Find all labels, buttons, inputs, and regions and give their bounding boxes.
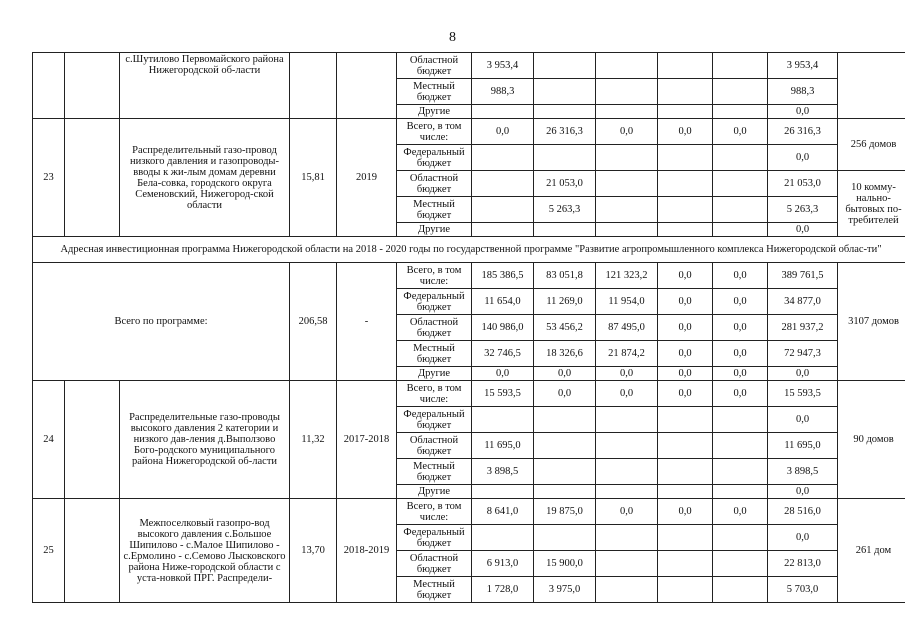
result: 256 домов: [838, 119, 905, 171]
project-description: Межпоселковый газопро-вод высокого давления с.Большое Шипилово - с.Малое Шипилово - с.Ермолино - с.Семово Лысковского района Ниже-городской области с уста-новкой ПРГ. Распредели-: [120, 499, 290, 603]
table-row: Федеральный бюджет 0,0: [33, 525, 905, 551]
table-row: Федеральный бюджет 0,0: [33, 145, 905, 171]
length: 11,32: [290, 381, 337, 499]
table-row: [33, 237, 905, 263]
table-row: Местный бюджет 1 728,0 3 975,0 5 703,0: [33, 577, 905, 603]
table-row: Областной бюджет 140 986,0 53 456,2 87 495,0 0,0 0,0 281 937,2: [33, 315, 905, 341]
program-total-label: Всего по программе:: [33, 263, 290, 381]
project-description: с.Шутилово Первомайского района Нижегородской об-ласти: [120, 53, 290, 119]
page-number: 8: [449, 30, 456, 45]
table-row: Другие 0,0: [33, 105, 905, 119]
table-row: 24 Распределительные газо-проводы высокого давления 2 категории и низкого дав-ления д.Выползово Бого-родского муниципального района Нижегородской об-ласти 11,32 2017-2018 Всего, в том числе: 15 593,5 0,0 0,0 0,0 0,0 15 593,5 90 домов: [33, 381, 905, 407]
table-row: Областной бюджет 21 053,0 21 053,0 10 комму-нально-бытовых по-требителей: [33, 171, 905, 197]
table-row: Местный бюджет 988,3 988,3: [33, 79, 905, 105]
table-row: Федеральный бюджет 11 654,0 11 269,0 11 954,0 0,0 0,0 34 877,0: [33, 289, 905, 315]
result: 3107 домов: [838, 263, 905, 381]
result: 261 дом: [838, 499, 905, 603]
table-row: 25 Межпоселковый газопро-вод высокого давления с.Большое Шипилово - с.Малое Шипилово - с.Ермолино - с.Семово Лысковского района Ниже-городской области с уста-новкой ПРГ. Распредели- 13,70 2018-2019 Всего, в том числе: 8 641,0 19 875,0 0,0 0,0 0,0 28 516,0 261 дом: [33, 499, 905, 525]
result: 90 домов: [838, 381, 905, 499]
table-row: с.Шутилово Первомайского района Нижегородской об-ласти Областной бюджет 3 953,4 3 953,4: [33, 53, 905, 79]
length: 13,70: [290, 499, 337, 603]
program-banner: Адресная инвестиционная программа Нижегородской области на 2018 - 2020 годы по государственной программе "Развитие агропромышленного комплекса Нижегородской облас-ти": [33, 237, 905, 263]
project-description: Распределительные газо-проводы высокого давления 2 категории и низкого дав-ления д.Выползово Бого-родского муниципального района Нижегородской об-ласти: [120, 381, 290, 499]
table-row: Областной бюджет 6 913,0 15 900,0 22 813,0: [33, 551, 905, 577]
table-row: Федеральный бюджет 0,0: [33, 407, 905, 433]
year: -: [337, 263, 397, 381]
year: 2019: [337, 119, 397, 237]
table-row: Местный бюджет 3 898,5 3 898,5: [33, 459, 905, 485]
year: 2018-2019: [337, 499, 397, 603]
table-row: Местный бюджет 32 746,5 18 326,6 21 874,2 0,0 0,0 72 947,3: [33, 341, 905, 367]
project-description: Распределительный газо-провод низкого давления и газопроводы-вводы к жи-лым домам деревни Бела-совка, городского округа Семеновский, Нижегород-ской области: [120, 119, 290, 237]
table-row: Другие 0,0: [33, 223, 905, 237]
row-number: 25: [33, 499, 65, 603]
row-number: 24: [33, 381, 65, 499]
investment-table: [32, 52, 905, 603]
table-row: Другие 0,0: [33, 485, 905, 499]
row-number: 23: [33, 119, 65, 237]
table-row: Всего по программе: 206,58 - Всего, в том числе: 185 386,5 83 051,8 121 323,2 0,0 0,0 389 761,5 3107 домов: [33, 263, 905, 289]
table-row: Другие 0,0 0,0 0,0 0,0 0,0 0,0: [33, 367, 905, 381]
table-row: Областной бюджет 11 695,0 11 695,0: [33, 433, 905, 459]
length: 206,58: [290, 263, 337, 381]
table-row: 23 Распределительный газо-провод низкого давления и газопроводы-вводы к жи-лым домам деревни Бела-совка, городского округа Семеновский, Нижегород-ской области 15,81 2019 Всего, в том числе: 0,0 26 316,3 0,0 0,0 0,0 26 316,3 256 домов: [33, 119, 905, 145]
result: 10 комму-нально-бытовых по-требителей: [838, 171, 905, 237]
year: 2017-2018: [337, 381, 397, 499]
table-row: Местный бюджет 5 263,3 5 263,3: [33, 197, 905, 223]
length: 15,81: [290, 119, 337, 237]
